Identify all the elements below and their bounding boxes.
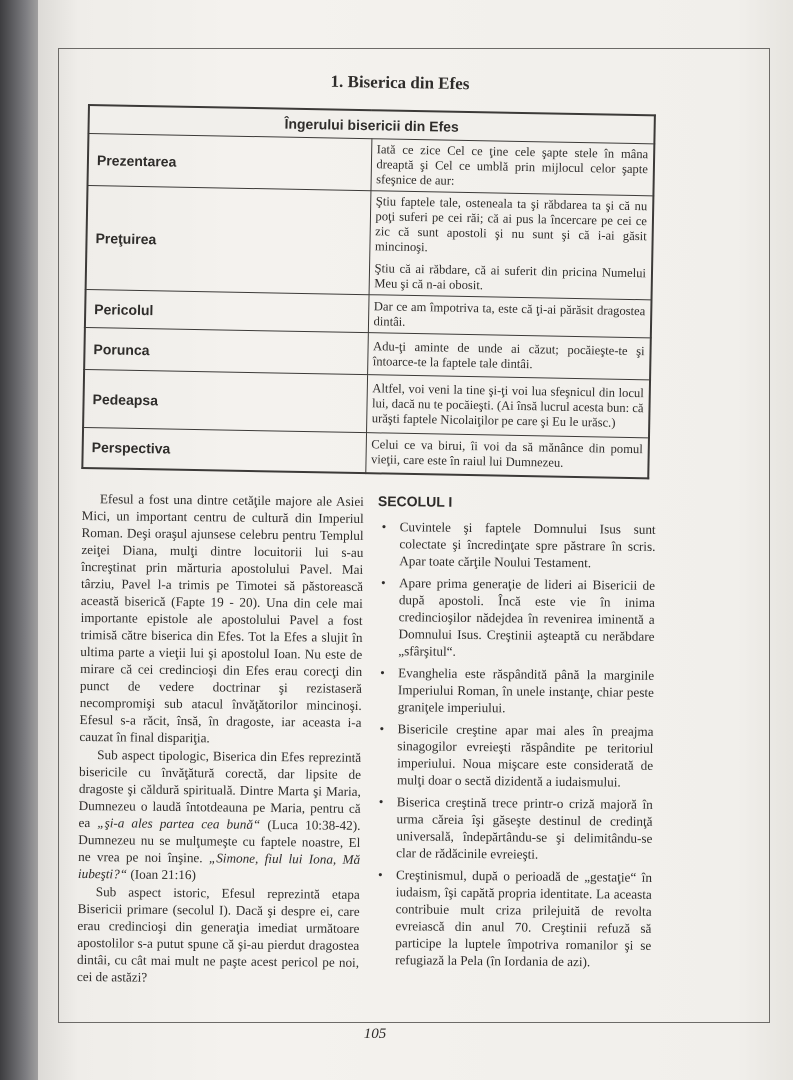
row-label: Porunca bbox=[84, 327, 368, 374]
row-text-part2: Ştiu că ai răbdare, că ai suferit din pricina Numelui Meu şi că n-ai obosit. bbox=[374, 261, 647, 293]
right-column bbox=[373, 493, 656, 976]
left-column bbox=[77, 490, 364, 989]
row-label: Perspectiva bbox=[82, 427, 366, 472]
quote: „Simone, fiul lui Iona, Mă iubeşti?“ bbox=[77, 850, 361, 882]
letter-table bbox=[81, 104, 656, 479]
paragraph bbox=[78, 746, 361, 885]
list-item-text: Biserica creştină trece printr-o criză majoră în urma căreia îşi găseşte destinul de credinţă universală, îndepărtându-se şi delimitându-se clar de rădăcinile evreieşti. bbox=[396, 794, 653, 862]
paragraph: Sub aspect istoric, Efesul reprezintă etapa Bisericii primare (secolul I). Dacă şi despre ei, care erau credincioşi din generaţia imediat următoare apostolilor s-a putut spune că şi-au pierdut dragostea dintâi, cu cât mai mult ne paşte acest pericol pe noi, cei de astăzi? bbox=[76, 884, 360, 985]
letter-table-container bbox=[81, 104, 655, 470]
table-header: Îngerului bisericii din Efes bbox=[88, 105, 654, 144]
row-text: Celui ce va birui, îi voi da să mănânce din pomul vieţii, care este în raiul lui Dumnezeu. bbox=[365, 433, 649, 478]
list-item bbox=[374, 793, 653, 864]
row-label: Pedeapsa bbox=[83, 369, 367, 432]
bullet-icon: • bbox=[379, 721, 385, 737]
row-text: Dar ce am împotriva ta, este că ţi-ai părăsit dragostea dintâi. bbox=[368, 295, 652, 338]
list-item-text: Cuvintele şi faptele Domnului Isus sunt colectate şi încredinţate spre păstrare în scris. Apar toate cărţile Noului Testament. bbox=[399, 519, 656, 571]
list-item bbox=[377, 518, 656, 572]
list-item-text: Bisericile creştine apar mai ales în preajma sinagogilor evreieşti răspândite pe teritoriul imperiului. Noua mişcare este considerată de mulţi doar o sectă dizidentă a iudaismului. bbox=[396, 721, 654, 790]
section-title: SECOLUL I bbox=[377, 493, 453, 510]
list-item-text: Evanghelia este răspândită până la marginile Imperiului Roman, în unele instanţe, chiar peste graniţele imperiului. bbox=[397, 665, 655, 716]
paragraph-text: (Luca 10:38-42). Dumnezeu nu se mulţumeşte cu faptele noastre, El ne vrea pe noi înşine. bbox=[78, 816, 361, 866]
row-label: Preţuirea bbox=[86, 186, 371, 295]
row-text: Adu-ţi aminte de unde ai căzut; pocăieşte-te şi întoarce-te la faptele tale dintâi. bbox=[367, 333, 651, 380]
list-item bbox=[376, 664, 655, 718]
row-label: Prezentarea bbox=[88, 134, 372, 191]
list-item-text: Creştinismul, după o perioadă de „gestaţie“ în iudaism, îşi capătă propria identitate. La aceasta contribuie mult criza prilejuită de revolta evreiască din anul 70. Creştinii refuză să participe la luptele împotriva romanilor şi se refugiază la Pela (în Iordania de azi). bbox=[395, 867, 653, 970]
row-text: Altfel, voi veni la tine şi-ţi voi lua sfeşnicul din locul lui, dacă nu te pocăieşti. (Ai însă lucrul acesta bun: că urăşti faptele Nicolaiţilor pe care şi Eu le urăsc.) bbox=[366, 375, 650, 438]
bullet-icon: • bbox=[381, 519, 387, 535]
table-row bbox=[86, 186, 654, 300]
paragraph-text: Sub aspect tipologic, Biserica din Efes reprezintă bisericile cu învăţătură corectă, dar lipsite de dragoste şi căldură spirituală. Dintre Marta şi Maria, Dumnezeu o laudă întotdeauna pe Maria, pentru că ea bbox=[78, 747, 362, 831]
list-item-text: Apare prima generaţie de lideri ai Bisericii de după apostoli. Încă este vie în inima credincioşilor nădejdea în revenirea iminentă a Domnului Isus. Creştinii aşteaptă cu nerăbdare „sfârşitul“. bbox=[398, 575, 656, 659]
chapter-title: 1. Biserica din Efes bbox=[330, 72, 470, 94]
row-text-part1: Ştiu faptele tale, osteneala ta şi răbdarea ta şi că nu poţi suferi pe cei răi; că ai pus la încercare pe cei ce zic că sunt apostoli şi nu sunt şi că i-ai găsit mincinoşi. bbox=[374, 194, 648, 255]
bullet-icon: • bbox=[380, 665, 385, 681]
table-row bbox=[83, 369, 650, 437]
bullet-icon: • bbox=[378, 794, 384, 810]
paragraph-text: (Ioan 21:16) bbox=[126, 866, 197, 883]
list-item bbox=[373, 866, 652, 971]
bullet-icon: • bbox=[380, 575, 386, 591]
page-number: 105 bbox=[363, 1026, 387, 1042]
quote: „şi-a ales partea cea bună“ bbox=[97, 815, 261, 832]
row-text: Iată ce zice Cel ce ţine cele şapte stele în mâna dreaptă şi Cel ce umblă prin mijlocul celor şapte sfeşnice de aur: bbox=[370, 139, 654, 196]
row-label: Pericolul bbox=[85, 289, 369, 332]
list-item bbox=[376, 574, 655, 662]
bullet-icon: • bbox=[377, 867, 383, 883]
paragraph: Efesul a fost una dintre cetăţile majore ale Asiei Mici, un important centru de cultură din Imperiul Roman. Deşi oraşul ajunsese celebru pentru Templul zeiţei Diana, mulţi dintre locuitorii lui s-au încreştinat prin mărturia apostolului Pavel. Mai târziu, Pavel l-a trimis pe Timotei să păstorească această biserică (Fapte 19 - 20). Una din cele mai importante epistole ale apostolului Pavel a fost trimisă către biserica din Efes. Tot la Efes a slujit în ultima parte a vieţii lui şi apostolul Ioan. Nu este de mirare că cei credincioşi din Efes erau corecţi din punct de vedere doctrinar şi rezistaseră necompromişi sub atacul învăţătorilor mincinoşi. Efesul s-a răcit, însă, în dragoste, iar aceasta i-a cauzat în final dispariţia. bbox=[79, 491, 364, 746]
row-text bbox=[369, 191, 654, 300]
list-item bbox=[375, 720, 654, 791]
century-list bbox=[373, 518, 656, 971]
